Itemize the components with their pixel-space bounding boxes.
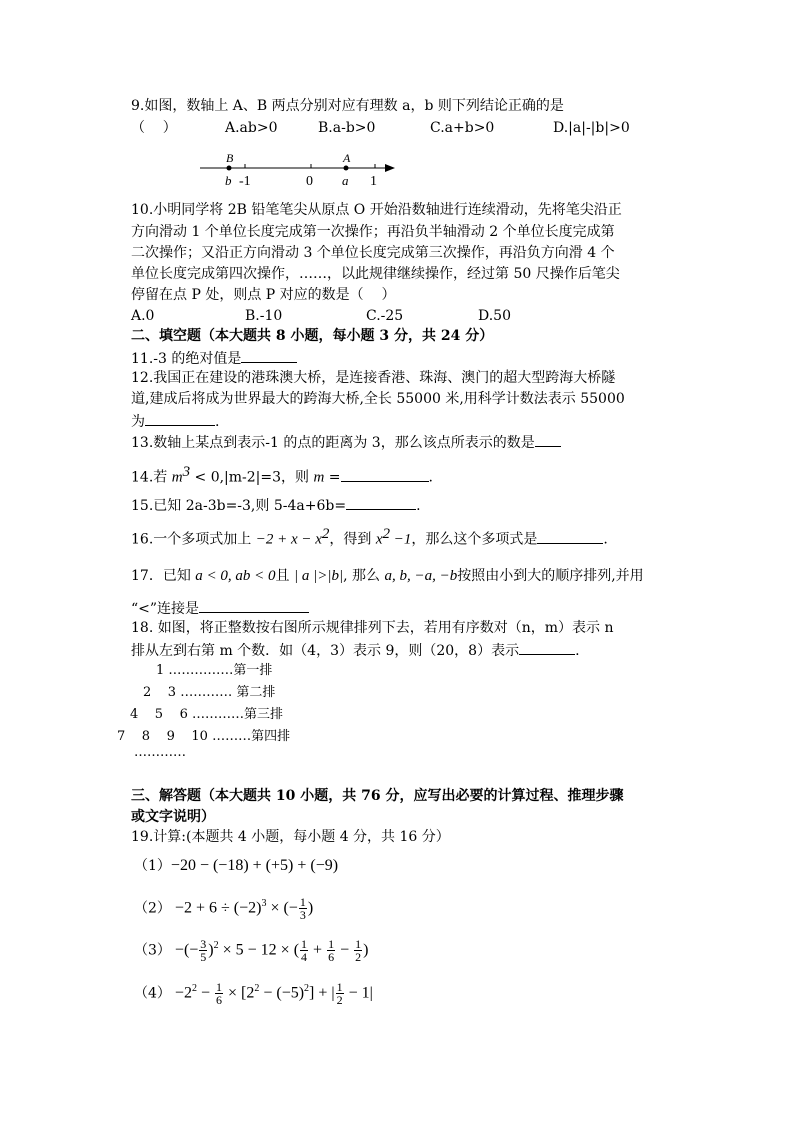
q12-line-3: 为 . <box>131 410 219 432</box>
point-a-dot <box>344 166 349 171</box>
point-b-dot <box>227 166 232 171</box>
q10-line-2: 方向滑动 1 个单位长度完成第一次操作；再沿负半轴滑动 2 个单位长度完成第 <box>131 224 615 240</box>
q10-line-5: 停留在点 P 处，则点 P 对应的数是（ ） <box>131 287 396 303</box>
tick-label-minus-one: -1 <box>239 174 251 189</box>
q18-line-1: 18. 如图，将正整数按右图所示规律排列下去，若用有序数对（n，m）表示 n <box>131 620 614 636</box>
label-A: A <box>343 151 351 165</box>
q10-option-c: C.-25 <box>366 308 404 324</box>
label-a: a <box>342 173 349 188</box>
section-3-title-line-1: 三、解答题（本大题共 10 小题，共 76 分，应写出必要的计算过程、推理步骤 <box>131 788 624 804</box>
tick-label-one: 1 <box>370 174 377 189</box>
q12-line-1: 12.我国正在建设的港珠澳大桥，是连接香港、珠海、澳门的超大型跨海大桥隧 <box>131 370 616 386</box>
section-3-title-line-2: 或文字说明） <box>131 809 215 825</box>
q18-row-3: 4 5 6 …………第三排 <box>130 707 284 722</box>
q18-row-etc: ………… <box>134 745 186 760</box>
q15: 15.已知 2a-3b=-3,则 5-4a+6b= . <box>131 494 421 516</box>
q11: 11.-3 的绝对值是 <box>131 347 297 369</box>
q9-option-c: C.a+b>0 <box>430 120 495 136</box>
q10-line-1: 10.小明同学将 2B 铅笔笔尖从原点 O 开始沿数轴进行连续滑动，先将笔尖沿正 <box>131 202 622 218</box>
section-2-title: 二、填空题（本大题共 8 小题，每小题 3 分，共 24 分） <box>131 328 494 344</box>
q14-blank <box>341 466 429 482</box>
q13: 13.数轴上某点到表示-1 的点的距离为 3，那么该点所表示的数是 <box>131 431 561 453</box>
q10-option-b: B.-10 <box>245 308 283 324</box>
q19-part-3: （3） −(− $\frac{3}{5}$ )$^2$ × 5 − 12 × ( $\frac{1}{4}$ + $\frac{1}{6}$ − $\frac{1}{2}$ ) <box>134 937 369 965</box>
q16-blank <box>537 528 603 544</box>
q10-line-3: 二次操作；又沿正方向滑动 3 个单位长度完成第三次操作，再沿负方向滑 4 个 <box>131 245 615 261</box>
q18-line-2: 排从左到右第 m 个数．如（4，3）表示 9，则（20，8）表示 . <box>131 639 580 661</box>
q19-part-4: $(4) -2^2$ − $\frac{1}{6}$ × $[2^2 - (-5)^2]$ + | $\frac{1}{2}$ − 1| <box>134 980 373 1008</box>
q12-blank <box>145 410 215 426</box>
number-line-figure <box>195 148 405 190</box>
q17-line-1: 17．已知 a < 0, ab < 0且 | a |>|b|, 那么 a, b, −a, −b按照由小到大的顺序排列,并用 <box>131 568 644 584</box>
q19-part-1: （1）−20 − (−18) + (+5) + (−9) <box>134 857 339 874</box>
q10-line-4: 单位长度完成第四次操作，……，以此规律继续操作，经过第 50 尺操作后笔尖 <box>131 266 620 282</box>
tick-label-zero: 0 <box>306 174 313 189</box>
q9-option-a: A.ab>0 <box>225 120 278 136</box>
q15-blank <box>346 494 416 510</box>
q19-part-2: $(2) -2 + 6 \div (-2)^3$ × (− $\frac{1}{3}$ ) <box>134 895 314 923</box>
q9-option-b: B.a-b>0 <box>318 120 376 136</box>
q17-blank <box>199 597 309 613</box>
q9-paren: （ ） <box>131 120 177 136</box>
q18-row-4: 7 8 9 10 ………第四排 <box>117 729 291 744</box>
q10-option-d: D.50 <box>478 308 511 324</box>
label-b: b <box>225 173 232 188</box>
q10-option-a: A.0 <box>131 308 155 324</box>
q16: 16.一个多项式加上 $-2 + x - x^2$，得到 $x^2 -1$，那么这个多项式是 . <box>131 526 608 548</box>
q14: 14.若 $m^3 < 0,|m-2|=3$，则 m = . <box>131 464 433 486</box>
q11-blank <box>241 347 297 363</box>
q18-blank <box>519 639 575 655</box>
q12-line-2: 道,建成后将成为世界最大的跨海大桥,全长 55000 米,用科学计数法表示 55000 <box>131 391 625 407</box>
q9-stem: 9.如图，数轴上 A、B 两点分别对应有理数 a，b 则下列结论正确的是 <box>131 98 564 114</box>
q17-line-2: “<”连接是 <box>131 597 309 619</box>
q18-row-2: 2 3 ………… 第二排 <box>143 685 276 700</box>
q9-option-d: D.|a|-|b|>0 <box>553 120 630 136</box>
q18-row-1: 1 ……………第一排 <box>156 663 273 678</box>
q13-blank <box>535 431 561 447</box>
q19-stem: 19.计算:(本题共 4 小题，每小题 4 分，共 16 分） <box>131 829 450 845</box>
label-B: B <box>226 151 234 165</box>
